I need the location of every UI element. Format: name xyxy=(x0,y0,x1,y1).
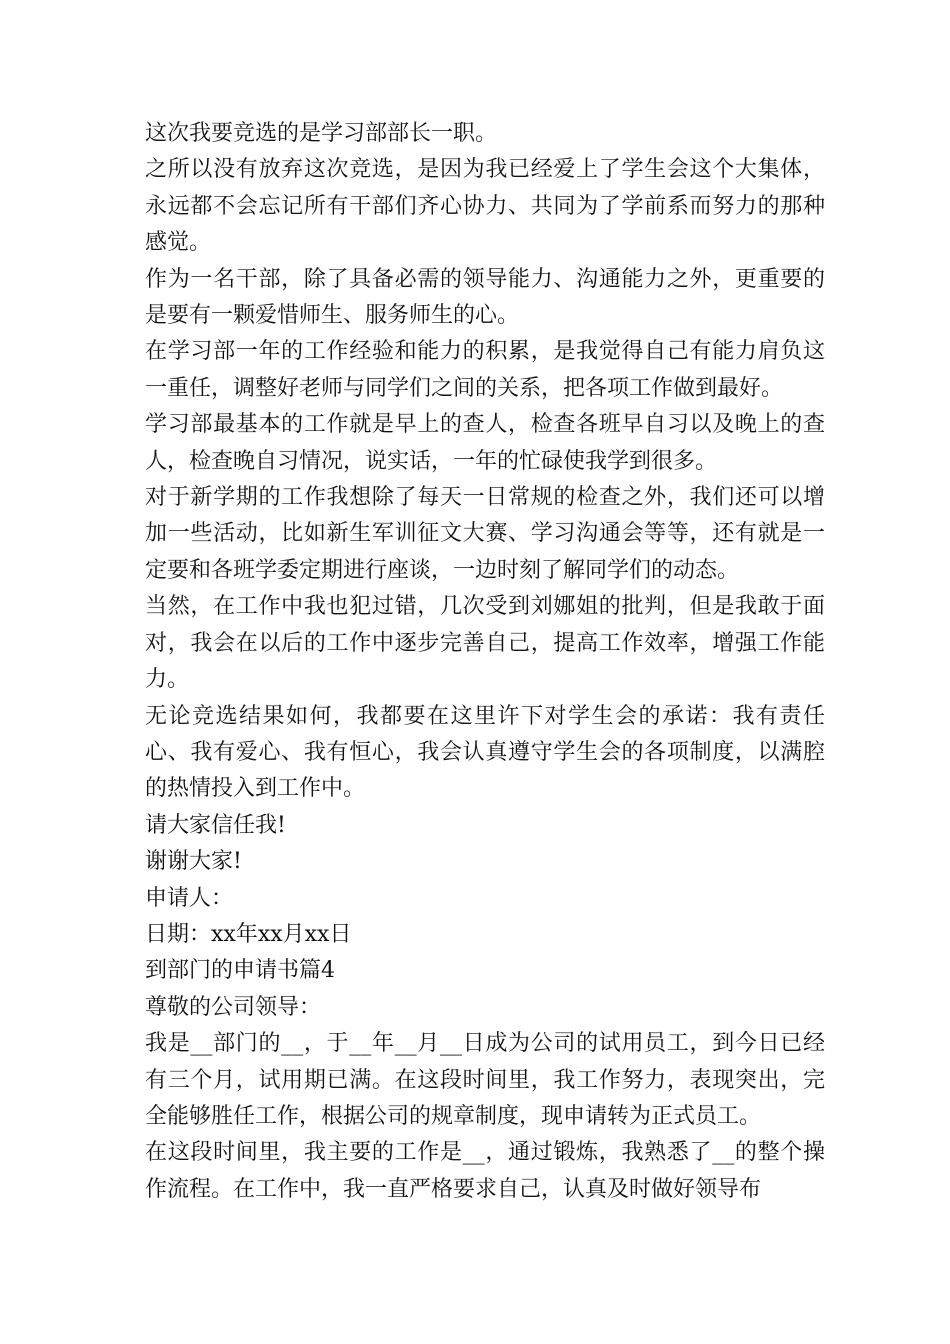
paragraph: 无论竞选结果如何，我都要在这里许下对学生会的承诺：我有责任心、我有爱心、我有恒心，我会认真遵守学生会的各项制度，以满腔的热情投入到工作中。 xyxy=(145,703,825,802)
section-title: 到部门的申请书篇4 xyxy=(145,958,335,984)
paragraph: 在学习部一年的工作经验和能力的积累，是我觉得自己有能力肩负这一重任，调整好老师与同学们之间的关系，把各项工作做到最好。 xyxy=(145,339,825,401)
applicant-line: 申请人： xyxy=(145,885,234,911)
paragraph: 在这段时间里，我主要的工作是__，通过锻炼，我熟悉了__的整个操作流程。在工作中，我一直严格要求自己，认真及时做好领导布 xyxy=(145,1140,825,1202)
date-line: 日期：xx年xx月xx日 xyxy=(145,921,352,947)
paragraph: 对于新学期的工作我想除了每天一日常规的检查之外，我们还可以增加一些活动，比如新生军训征文大赛、学习沟通会等等，还有就是一定要和各班学委定期进行座谈，一边时刻了解同学们的动态。 xyxy=(145,485,825,583)
paragraph: 作为一名干部，除了具备必需的领导能力、沟通能力之外，更重要的是要有一颗爱惜师生、服务师生的心。 xyxy=(145,266,825,329)
paragraph: 当然，在工作中我也犯过错，几次受到刘娜姐的批判，但是我敢于面对，我会在以后的工作中逐步完善自己，提高工作效率，增强工作能力。 xyxy=(145,594,825,693)
closing-line: 谢谢大家! xyxy=(145,849,242,875)
paragraph: 学习部最基本的工作就是早上的查人，检查各班早自习以及晚上的查人，检查晚自习情况，说实话，一年的忙碌使我学到很多。 xyxy=(145,412,825,474)
salutation: 尊敬的公司领导： xyxy=(145,994,322,1020)
paragraph: 我是__部门的__，于__年__月__日成为公司的试用员工，到今日已经有三个月，试用期已满。在这段时间里，我工作努力，表现突出，完全能够胜任工作，根据公司的规章制度，现申请转为正式员工。 xyxy=(145,1031,825,1129)
document-body xyxy=(145,116,825,1208)
closing-line: 请大家信任我! xyxy=(145,812,286,838)
paragraph: 之所以没有放弃这次竞选，是因为我已经爱上了学生会这个大集体，永远都不会忘记所有干部们齐心协力、共同为了学前系而努力的那种感觉。 xyxy=(145,157,825,256)
paragraph: 这次我要竞选的是学习部部长一职。 xyxy=(145,121,498,146)
